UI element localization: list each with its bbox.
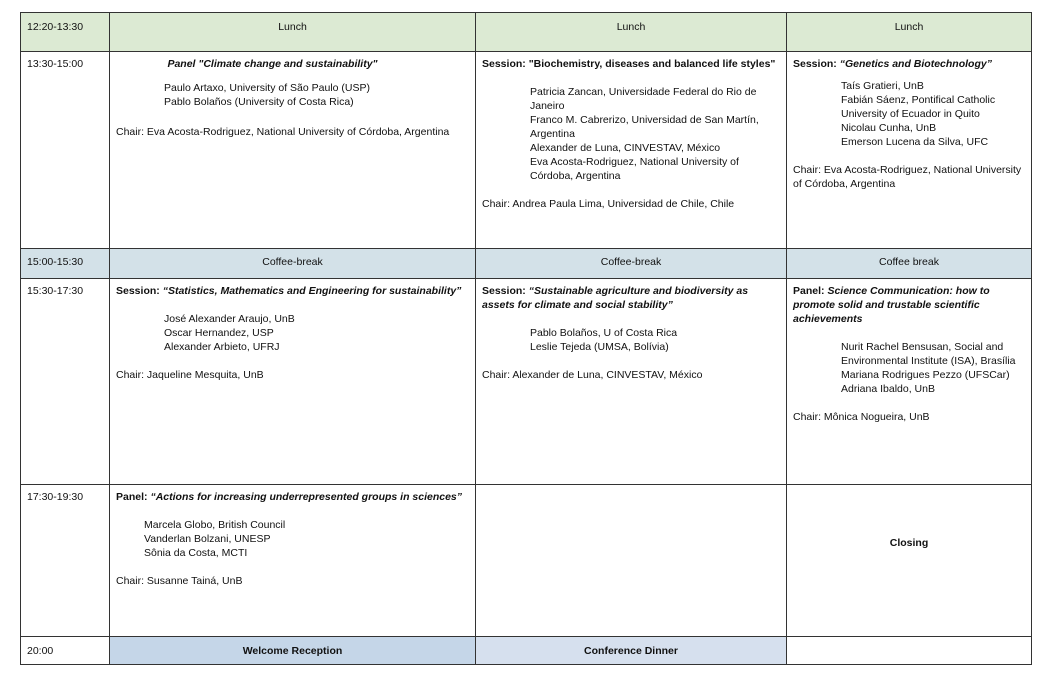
speaker-list bbox=[793, 340, 1025, 396]
speaker-list bbox=[482, 326, 780, 354]
session-genetics-cell bbox=[787, 52, 1032, 249]
schedule-table bbox=[20, 12, 1032, 665]
speaker: Emerson Lucena da Silva, UFC bbox=[841, 136, 989, 148]
lunch-row bbox=[21, 13, 1032, 52]
speaker: Eva Acosta-Rodriguez, National University of Córdoba, Argentina bbox=[530, 156, 739, 182]
session-title: Session: “Statistics, Mathematics and Engineering for sustainability” bbox=[116, 285, 462, 297]
speaker: Alexander de Luna, CINVESTAV, México bbox=[530, 142, 721, 154]
speaker: Paulo Artaxo, University of São Paulo (USP) bbox=[164, 82, 371, 94]
welcome-reception-cell: Welcome Reception bbox=[110, 637, 476, 665]
session-title: Session: “Genetics and Biotechnology” bbox=[793, 58, 992, 70]
speaker: Pablo Bolaños, U of Costa Rica bbox=[530, 327, 678, 339]
time-cell: 20:00 bbox=[21, 637, 110, 665]
empty-cell bbox=[476, 485, 787, 637]
panel-underrepresented-cell bbox=[110, 485, 476, 637]
lunch-cell: Lunch bbox=[476, 13, 787, 52]
row-1730 bbox=[21, 485, 1032, 637]
speaker: Mariana Rodrigues Pezzo (UFSCar) bbox=[841, 369, 1010, 381]
time-cell: 17:30-19:30 bbox=[21, 485, 110, 637]
chair-text: Chair: Eva Acosta-Rodriguez, National University of Córdoba, Argentina bbox=[793, 164, 1022, 190]
speaker: Adriana Ibaldo, UnB bbox=[841, 383, 935, 395]
panel-climate-cell bbox=[110, 52, 476, 249]
speaker-list bbox=[116, 518, 469, 560]
coffee-cell: Coffee-break bbox=[110, 249, 476, 279]
row-1530 bbox=[21, 279, 1032, 485]
speaker: Taís Gratieri, UnB bbox=[841, 80, 924, 92]
speaker-list bbox=[793, 79, 1025, 149]
speaker: José Alexander Araujo, UnB bbox=[164, 313, 295, 325]
session-statistics-cell bbox=[110, 279, 476, 485]
speaker: Nicolau Cunha, UnB bbox=[841, 122, 937, 134]
speaker: Nurit Rachel Bensusan, Social and Environmental Institute (ISA), Brasília bbox=[841, 341, 1016, 367]
session-title: Panel: “Actions for increasing underrepresented groups in sciences” bbox=[116, 491, 463, 503]
speaker: Marcela Globo, British Council bbox=[144, 519, 286, 531]
speaker: Vanderlan Bolzani, UNESP bbox=[144, 533, 271, 545]
session-title: Panel: Science Communication: how to promote solid and trustable scientific achievements bbox=[793, 285, 990, 325]
speaker-list bbox=[116, 81, 469, 109]
speaker-list bbox=[482, 85, 780, 183]
coffee-cell: Coffee break bbox=[787, 249, 1032, 279]
time-cell: 12:20-13:30 bbox=[21, 13, 110, 52]
session-biochem-cell bbox=[476, 52, 787, 249]
time-cell: 15:30-17:30 bbox=[21, 279, 110, 485]
chair-text: Chair: Eva Acosta-Rodriguez, National University of Córdoba, Argentina bbox=[116, 126, 450, 138]
lunch-cell: Lunch bbox=[110, 13, 476, 52]
speaker: Alexander Arbieto, UFRJ bbox=[164, 341, 280, 353]
chair-text: Chair: Andrea Paula Lima, Universidad de Chile, Chile bbox=[482, 198, 735, 210]
speaker: Sônia da Costa, MCTI bbox=[144, 547, 248, 559]
conference-dinner-cell: Conference Dinner bbox=[476, 637, 787, 665]
chair-text: Chair: Alexander de Luna, CINVESTAV, México bbox=[482, 369, 703, 381]
row-2000 bbox=[21, 637, 1032, 665]
speaker-list bbox=[116, 312, 469, 354]
session-title: Session: “Sustainable agriculture and biodiversity as assets for climate and social stability” bbox=[482, 285, 749, 311]
speaker: Fabián Sáenz, Pontifical Catholic University of Ecuador in Quito bbox=[841, 94, 996, 120]
speaker: Franco M. Cabrerizo, Universidad de San Martín, Argentina bbox=[530, 114, 759, 140]
session-agriculture-cell bbox=[476, 279, 787, 485]
speaker: Pablo Bolaños (University of Costa Rica) bbox=[164, 96, 354, 108]
closing-cell: Closing bbox=[787, 485, 1032, 637]
row-1330 bbox=[21, 52, 1032, 249]
lunch-cell: Lunch bbox=[787, 13, 1032, 52]
time-cell: 15:00-15:30 bbox=[21, 249, 110, 279]
speaker: Leslie Tejeda (UMSA, Bolívia) bbox=[530, 341, 669, 353]
chair-text: Chair: Jaqueline Mesquita, UnB bbox=[116, 369, 264, 381]
panel-science-communication-cell bbox=[787, 279, 1032, 485]
time-cell: 13:30-15:00 bbox=[21, 52, 110, 249]
empty-cell bbox=[787, 637, 1032, 665]
session-title: Session: "Biochemistry, diseases and balanced life styles" bbox=[482, 58, 776, 70]
chair-text: Chair: Mônica Nogueira, UnB bbox=[793, 411, 930, 423]
coffee-row bbox=[21, 249, 1032, 279]
speaker: Patricia Zancan, Universidade Federal do Rio de Janeiro bbox=[530, 86, 757, 112]
chair-text: Chair: Susanne Tainá, UnB bbox=[116, 575, 243, 587]
session-title: Panel "Climate change and sustainability" bbox=[167, 58, 378, 70]
speaker: Oscar Hernandez, USP bbox=[164, 327, 274, 339]
coffee-cell: Coffee-break bbox=[476, 249, 787, 279]
